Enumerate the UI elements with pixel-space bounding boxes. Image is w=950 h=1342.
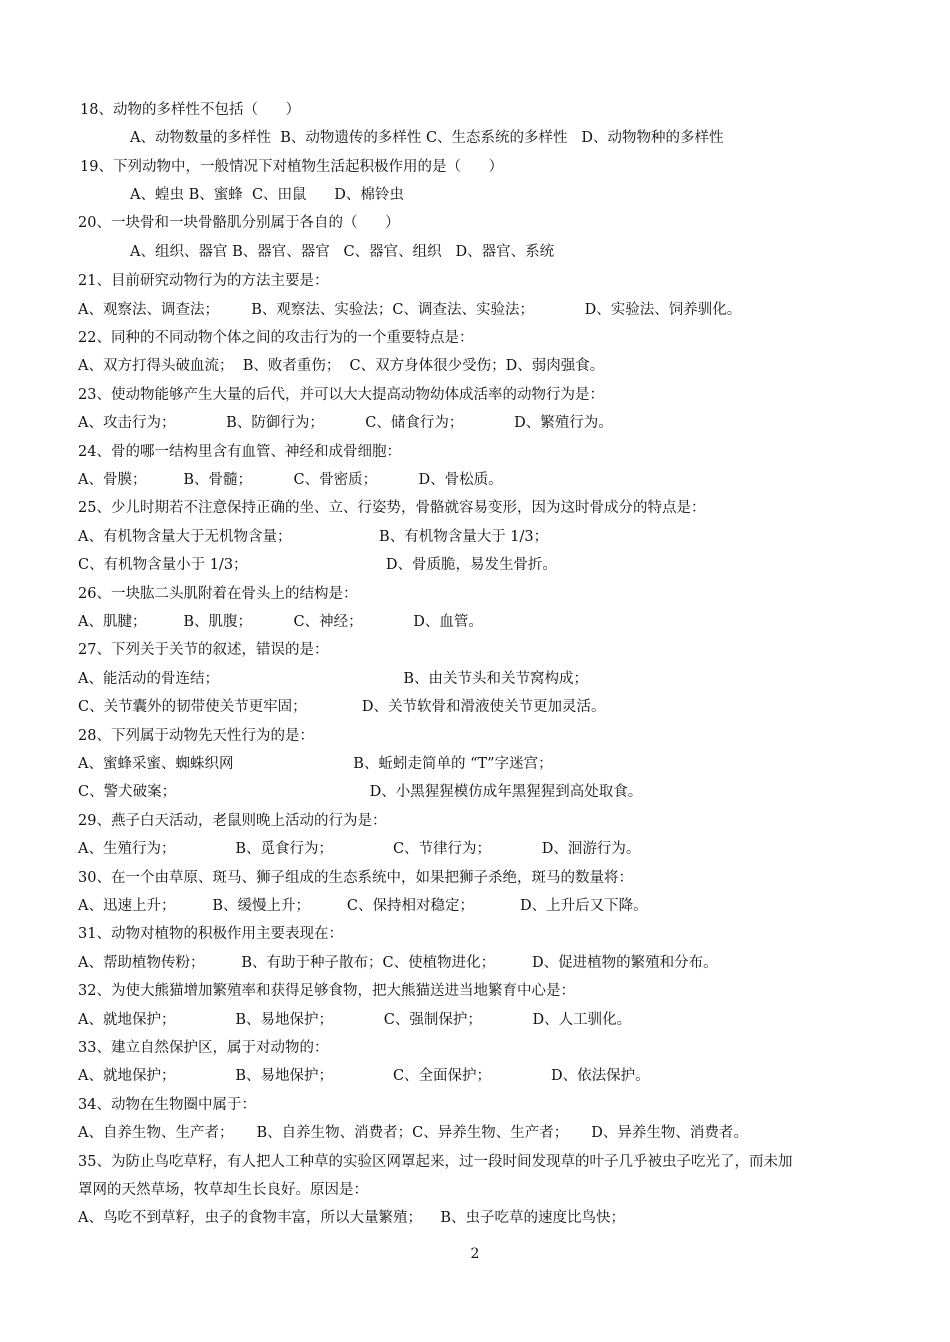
options-21: A、观察法、调查法； B、观察法、实验法；C、调查法、实验法； D、实验法、饲养驯化。	[78, 302, 742, 318]
options-31: A、帮助植物传粉； B、有助于种子散布；C、使植物进化； D、促进植物的繁殖和分布。	[78, 955, 718, 971]
question-22: 22、同种的不同动物个体之间的攻击行为的一个重要特点是：	[78, 330, 474, 346]
options-25-cd: C、有机物含量小于 1/3； D、骨质脆，易发生骨折。	[78, 557, 557, 573]
options-30: A、迅速上升； B、缓慢上升； C、保持相对稳定； D、上升后又下降。	[78, 898, 648, 914]
options-24: A、骨膜； B、骨髓； C、骨密质； D、骨松质。	[78, 472, 503, 488]
question-31: 31、动物对植物的积极作用主要表现在：	[78, 926, 343, 942]
options-33: A、就地保护； B、易地保护； C、全面保护； D、依法保护。	[78, 1068, 650, 1084]
question-27: 27、下列关于关节的叙述，错误的是：	[78, 642, 329, 658]
options-19: A、蝗虫 B、蜜蜂 C、田鼠 D、棉铃虫	[130, 187, 404, 203]
options-28-ab: A、蜜蜂采蜜、蜘蛛织网 B、蚯蚓走简单的 “T”字迷宫；	[78, 756, 553, 772]
question-24: 24、骨的哪一结构里含有血管、神经和成骨细胞：	[78, 444, 401, 460]
options-25-ab: A、有机物含量大于无机物含量； B、有机物含量大于 1/3；	[78, 529, 549, 545]
options-27-cd: C、关节囊外的韧带使关节更牢固； D、关节软骨和滑液使关节更加灵活。	[78, 699, 606, 715]
question-26: 26、一块肱二头肌附着在骨头上的结构是：	[78, 586, 358, 602]
question-18: 18、动物的多样性不包括（ ）	[80, 102, 301, 118]
question-25: 25、少儿时期若不注意保持正确的坐、立、行姿势，骨骼就容易变形，因为这时骨成分的特点是：	[78, 500, 706, 516]
question-35: 35、为防止鸟吃草籽，有人把人工种草的实验区网罩起来，过一段时间发现草的叶子几乎被虫子吃光了，而未加	[78, 1154, 793, 1170]
question-21: 21、目前研究动物行为的方法主要是：	[78, 273, 329, 289]
options-23: A、攻击行为； B、防御行为； C、储食行为； D、繁殖行为。	[78, 415, 613, 431]
options-35-ab: A、鸟吃不到草籽，虫子的食物丰富，所以大量繁殖； B、虫子吃草的速度比鸟快；	[78, 1210, 626, 1226]
options-34: A、自养生物、生产者； B、自养生物、消费者；C、异养生物、生产者； D、异养生物、消费者。	[78, 1125, 748, 1141]
options-22: A、双方打得头破血流； B、败者重伤； C、双方身体很少受伤；D、弱肉强食。	[78, 358, 605, 374]
options-29: A、生殖行为； B、觅食行为； C、节律行为； D、洄游行为。	[78, 841, 641, 857]
options-26: A、肌腱； B、肌腹； C、神经； D、血管。	[78, 614, 483, 630]
options-27-ab: A、能活动的骨连结； B、由关节头和关节窝构成；	[78, 671, 588, 687]
question-20: 20、一块骨和一块骨骼肌分别属于各自的（ ）	[78, 215, 400, 231]
question-35-cont: 罩网的天然草场，牧草却生长良好。原因是：	[78, 1182, 368, 1198]
question-29: 29、燕子白天活动，老鼠则晚上活动的行为是：	[78, 813, 387, 829]
question-34: 34、动物在生物圈中属于：	[78, 1097, 256, 1113]
options-32: A、就地保护； B、易地保护； C、强制保护； D、人工驯化。	[78, 1012, 632, 1028]
question-28: 28、下列属于动物先天性行为的是：	[78, 728, 314, 744]
question-23: 23、使动物能够产生大量的后代，并可以大大提高动物幼体成活率的动物行为是：	[78, 387, 604, 403]
question-30: 30、在一个由草原、斑马、狮子组成的生态系统中，如果把狮子杀绝，斑马的数量将：	[78, 870, 633, 886]
options-18: A、动物数量的多样性 B、动物遗传的多样性 C、生态系统的多样性 D、动物物种的多样性	[130, 130, 724, 146]
options-20: A、组织、器官 B、器官、器官 C、器官、组织 D、器官、系统	[130, 244, 555, 260]
options-28-cd: C、警犬破案； D、小黑猩猩模仿成年黑猩猩到高处取食。	[78, 784, 643, 800]
question-33: 33、建立自然保护区，属于对动物的：	[78, 1040, 329, 1056]
question-32: 32、为使大熊猫增加繁殖率和获得足够食物，把大熊猫送进当地繁育中心是：	[78, 983, 575, 999]
question-19: 19、下列动物中，一般情况下对植物生活起积极作用的是（ ）	[80, 159, 504, 175]
page-number: 2	[470, 1246, 480, 1262]
